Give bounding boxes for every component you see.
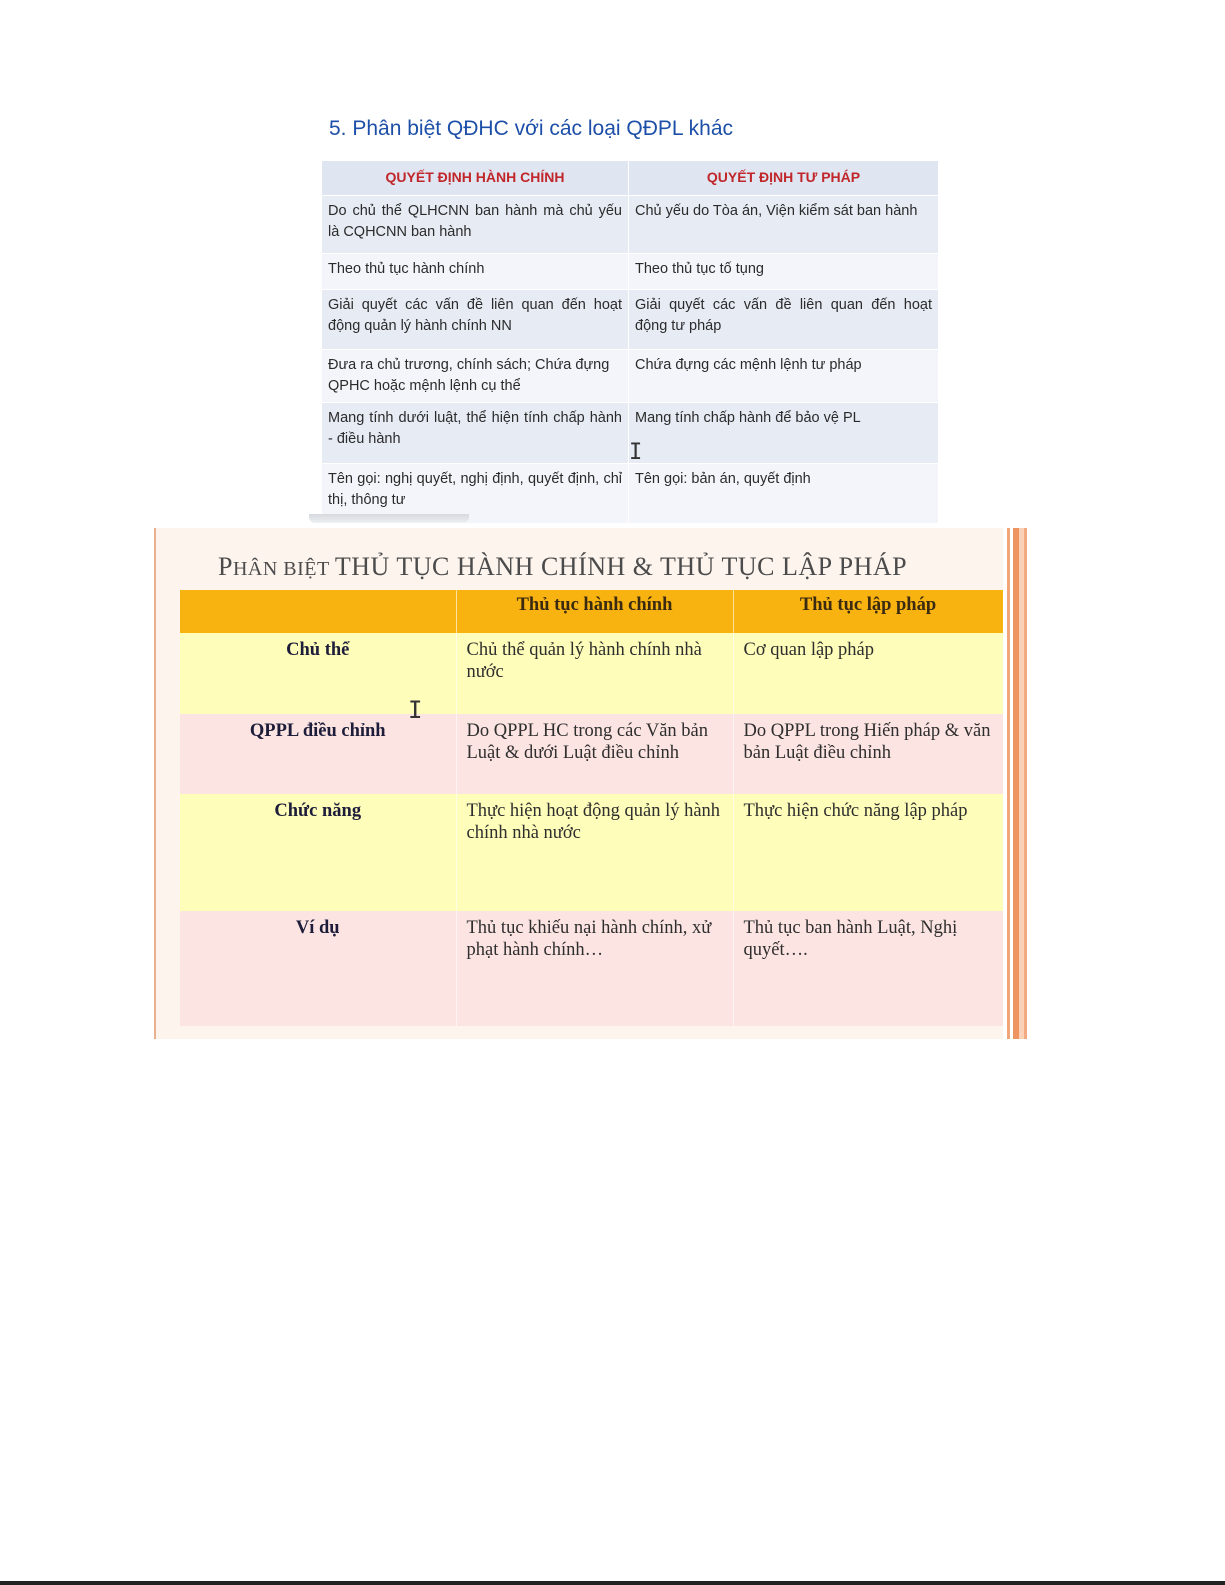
table-cell: Giải quyết các vấn đề liên quan đến hoạt động tư pháp [629,290,939,350]
slide-left-border [154,528,156,1039]
table-cell: Do chủ thể QLHCNN ban hành mà chủ yếu là CQHCNN ban hành [322,196,629,254]
slide1-title: 5. Phân biệt QĐHC với các loại QĐPL khác [329,117,733,140]
slide2-comparison-table [180,590,1004,1026]
table-cell: Tên gọi: nghị quyết, nghị định, quyết định, chỉ thị, thông tư [322,464,629,524]
header-administrative-decision: QUYẾT ĐỊNH HÀNH CHÍNH [322,161,629,196]
table-cell: Giải quyết các vấn đề liên quan đến hoạt động quản lý hành chính NN [322,290,629,350]
row-label: Chức năng [180,794,456,911]
table-row [180,714,1003,794]
table-cell: Cơ quan lập pháp [733,633,1003,714]
page-bottom-rule [0,1581,1225,1585]
table-cell: Tên gọi: bản án, quyết định [629,464,939,524]
table-cell: Theo thủ tục hành chính [322,254,629,290]
table-cell: Thực hiện chức năng lập pháp [733,794,1003,911]
table-cell: Đưa ra chủ trương, chính sách; Chứa đựng QPHC hoặc mệnh lệnh cụ thể [322,350,629,403]
table-cell: Mang tính chấp hành để bảo vệ PL [629,403,939,464]
table-row [180,911,1003,1026]
table-cell: Chứa đựng các mệnh lệnh tư pháp [629,350,939,403]
row-label: Ví dụ [180,911,456,1026]
table-cell: Thực hiện hoạt động quản lý hành chính nhà nước [456,794,733,911]
table-cell: Chủ yếu do Tòa án, Viện kiểm sát ban hành [629,196,939,254]
slide-edge-shadow [309,514,469,523]
table-cell: Theo thủ tục tố tụng [629,254,939,290]
text-cursor-icon: I [408,696,423,724]
text-cursor-icon: I [629,440,643,465]
table-row [322,350,939,403]
title-initial: P [218,552,233,581]
title-main: THỦ TỤC HÀNH CHÍNH & THỦ TỤC LẬP PHÁP [334,552,908,581]
table-row [322,196,939,254]
table-cell: Chủ thể quản lý hành chính nhà nước [456,633,733,714]
slide-decorative-stripes [1003,528,1031,1039]
table-cell: Mang tính dưới luật, thể hiện tính chấp hành - điều hành [322,403,629,464]
table-cell: Thủ tục khiếu nại hành chính, xử phạt hành chính… [456,911,733,1026]
row-label: Chủ thể [180,633,456,714]
slide-qdhc-vs-qdpl [307,113,948,523]
table-row [322,254,939,290]
title-smallcaps: HÂN BIỆT [232,558,335,580]
table-cell: Do QPPL HC trong các Văn bản Luật & dưới Luật điều chỉnh [456,714,733,794]
table-row [180,633,1003,714]
header-judicial-decision: QUYẾT ĐỊNH TƯ PHÁP [629,161,939,196]
slide2-title [218,552,907,582]
table-row [322,290,939,350]
header-administrative-procedure: Thủ tục hành chính [456,590,733,633]
slide1-comparison-table [321,160,939,524]
header-empty [180,590,456,633]
header-legislative-procedure: Thủ tục lập pháp [733,590,1003,633]
row-label: QPPL điều chỉnh [180,714,456,794]
table-cell: Do QPPL trong Hiến pháp & văn bản Luật điều chỉnh [733,714,1003,794]
table-cell: Thủ tục ban hành Luật, Nghị quyết…. [733,911,1003,1026]
table-row [180,794,1003,911]
slide-administrative-vs-legislative-procedure [154,528,1031,1039]
